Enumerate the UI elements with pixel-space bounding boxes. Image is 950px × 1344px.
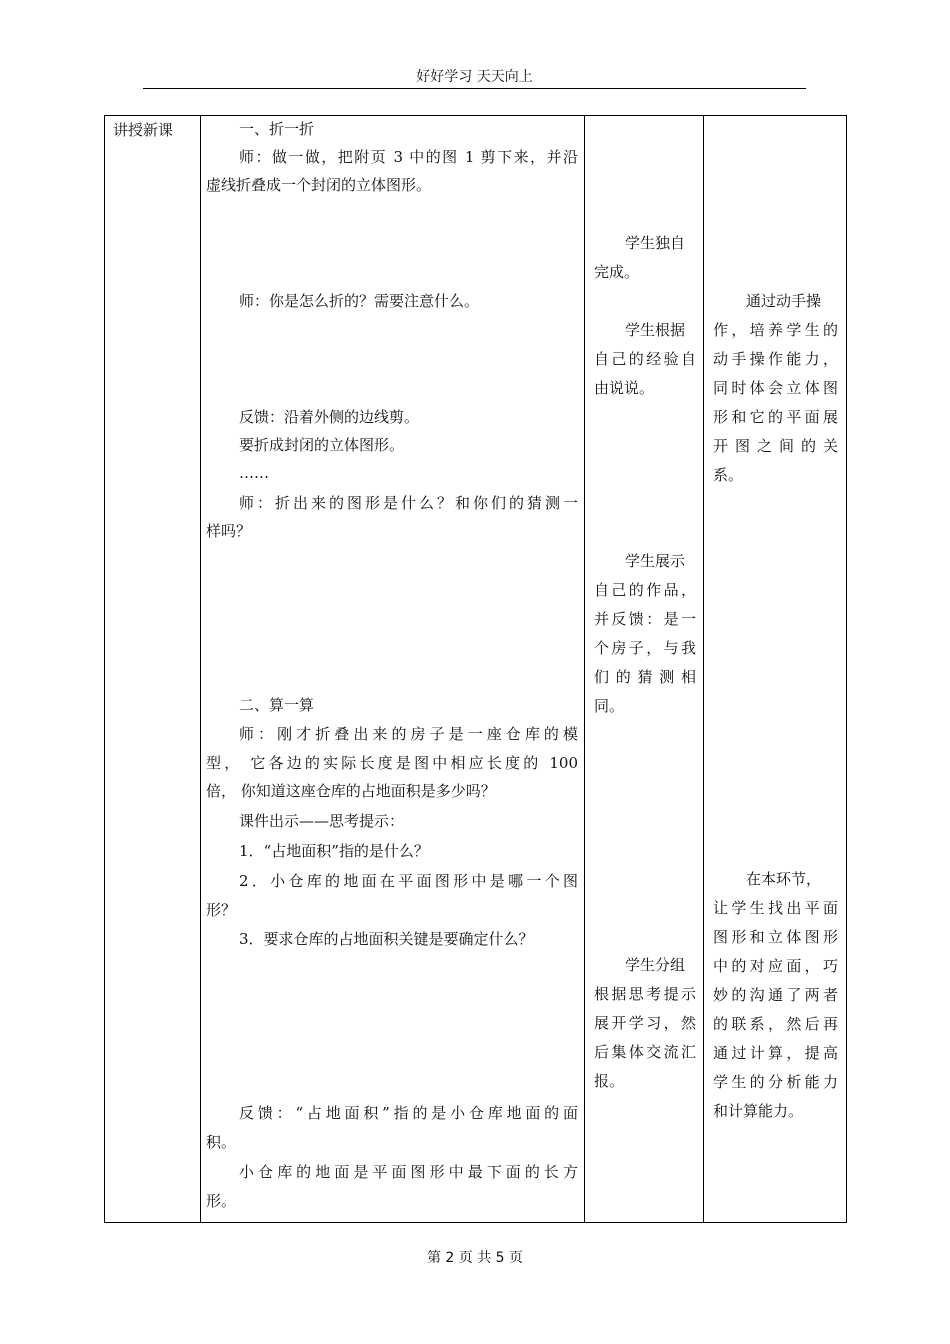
page-footer: 第 2 页 共 5 页 — [426, 1250, 524, 1266]
feedback-line: 要折成封闭的立体图形。 — [239, 436, 405, 454]
intent-line: 中的对应面，巧 — [713, 957, 838, 975]
intent-line: 通过计算，提高 — [713, 1044, 838, 1062]
teacher-line: 虚线折叠成一个封闭的立体图形。 — [206, 176, 432, 194]
student-line: 并反馈：是一 — [594, 610, 696, 628]
student-line: 个房子，与我 — [594, 639, 696, 657]
feedback-line: 反馈：“占地面积”指的是小仓库地面的面 — [239, 1104, 578, 1122]
student-line: 学生分组 — [625, 956, 686, 974]
intent-line: 和计算能力。 — [713, 1102, 804, 1120]
intent-line: 通过动手操 — [746, 292, 822, 310]
intent-line: 学生的分析能力 — [713, 1073, 838, 1091]
student-line: 报。 — [594, 1072, 625, 1090]
teacher-line: 师：折出来的图形是什么？和你们的猜测一 — [239, 494, 578, 512]
teacher-line: 师：做一做，把附页 3 中的图 1 剪下来，并沿 — [239, 148, 578, 166]
intent-line: 开图之间的关 — [713, 437, 838, 455]
content-cell — [201, 116, 585, 1223]
intent-line: 动手操作能力， — [713, 350, 838, 368]
student-line: 展开学习，然 — [594, 1014, 696, 1032]
intent-line: 系。 — [713, 466, 744, 484]
student-line: 完成。 — [594, 263, 640, 281]
feedback-line: 小仓库的地面是平面图形中最下面的长方 — [239, 1163, 578, 1181]
courseware-line: 课件出示——思考提示： — [239, 812, 405, 830]
intent-line: 作，培养学生的 — [713, 321, 838, 339]
teacher-line: 型， 它各边的实际长度是图中相应长度的 100 — [206, 754, 578, 772]
feedback-line: 反馈：沿着外侧的边线剪。 — [239, 408, 420, 426]
teacher-line: 倍， 你知道这座仓库的占地面积是多少吗？ — [206, 782, 496, 800]
heading-calc: 二、算一算 — [239, 696, 315, 714]
ellipsis: …… — [239, 464, 269, 482]
table-row — [105, 116, 847, 1223]
student-line: 学生独自 — [625, 234, 686, 252]
student-line: 们的猜测相 — [594, 668, 696, 686]
intent-line: 妙的沟通了两者 — [713, 986, 838, 1004]
intent-line: 的联系，然后再 — [713, 1015, 838, 1033]
intent-line: 在本环节， — [746, 870, 822, 888]
hint-item: 1．“占地面积”指的是什么？ — [239, 842, 429, 860]
hint-item: 3．要求仓库的占地面积关键是要确定什么？ — [239, 930, 534, 948]
student-line: 自己的经验自 — [594, 350, 696, 368]
student-line: 学生根据 — [625, 321, 686, 339]
student-line: 自己的作品， — [594, 581, 696, 599]
student-line: 根据思考提示 — [594, 985, 696, 1003]
teacher-line: 师：刚才折叠出来的房子是一座仓库的模 — [239, 725, 578, 743]
student-line: 由说说。 — [594, 379, 655, 397]
feedback-line: 形。 — [206, 1192, 237, 1210]
teacher-line: 师：你是怎么折的？需要注意什么。 — [239, 292, 480, 310]
section-cell — [105, 116, 201, 1223]
student-line: 后集体交流汇 — [594, 1043, 696, 1061]
feedback-line: 积。 — [206, 1133, 237, 1151]
intent-line: 同时体会立体图 — [713, 379, 838, 397]
lesson-table — [104, 115, 847, 1223]
intent-cell — [704, 116, 847, 1223]
student-cell — [585, 116, 704, 1223]
page-header: 好好学习 天天向上 — [143, 66, 806, 89]
student-line: 同。 — [594, 697, 625, 715]
intent-line: 图形和立体图形 — [713, 928, 838, 946]
hint-item: 2．小仓库的地面在平面图形中是哪一个图 — [239, 872, 578, 890]
intent-line: 让学生找出平面 — [713, 899, 838, 917]
section-label: 讲授新课 — [113, 121, 174, 139]
teacher-line: 样吗？ — [206, 522, 252, 540]
intent-line: 形和它的平面展 — [713, 408, 838, 426]
hint-item: 形？ — [206, 901, 237, 919]
student-line: 学生展示 — [625, 552, 686, 570]
heading-fold: 一、折一折 — [239, 120, 315, 138]
